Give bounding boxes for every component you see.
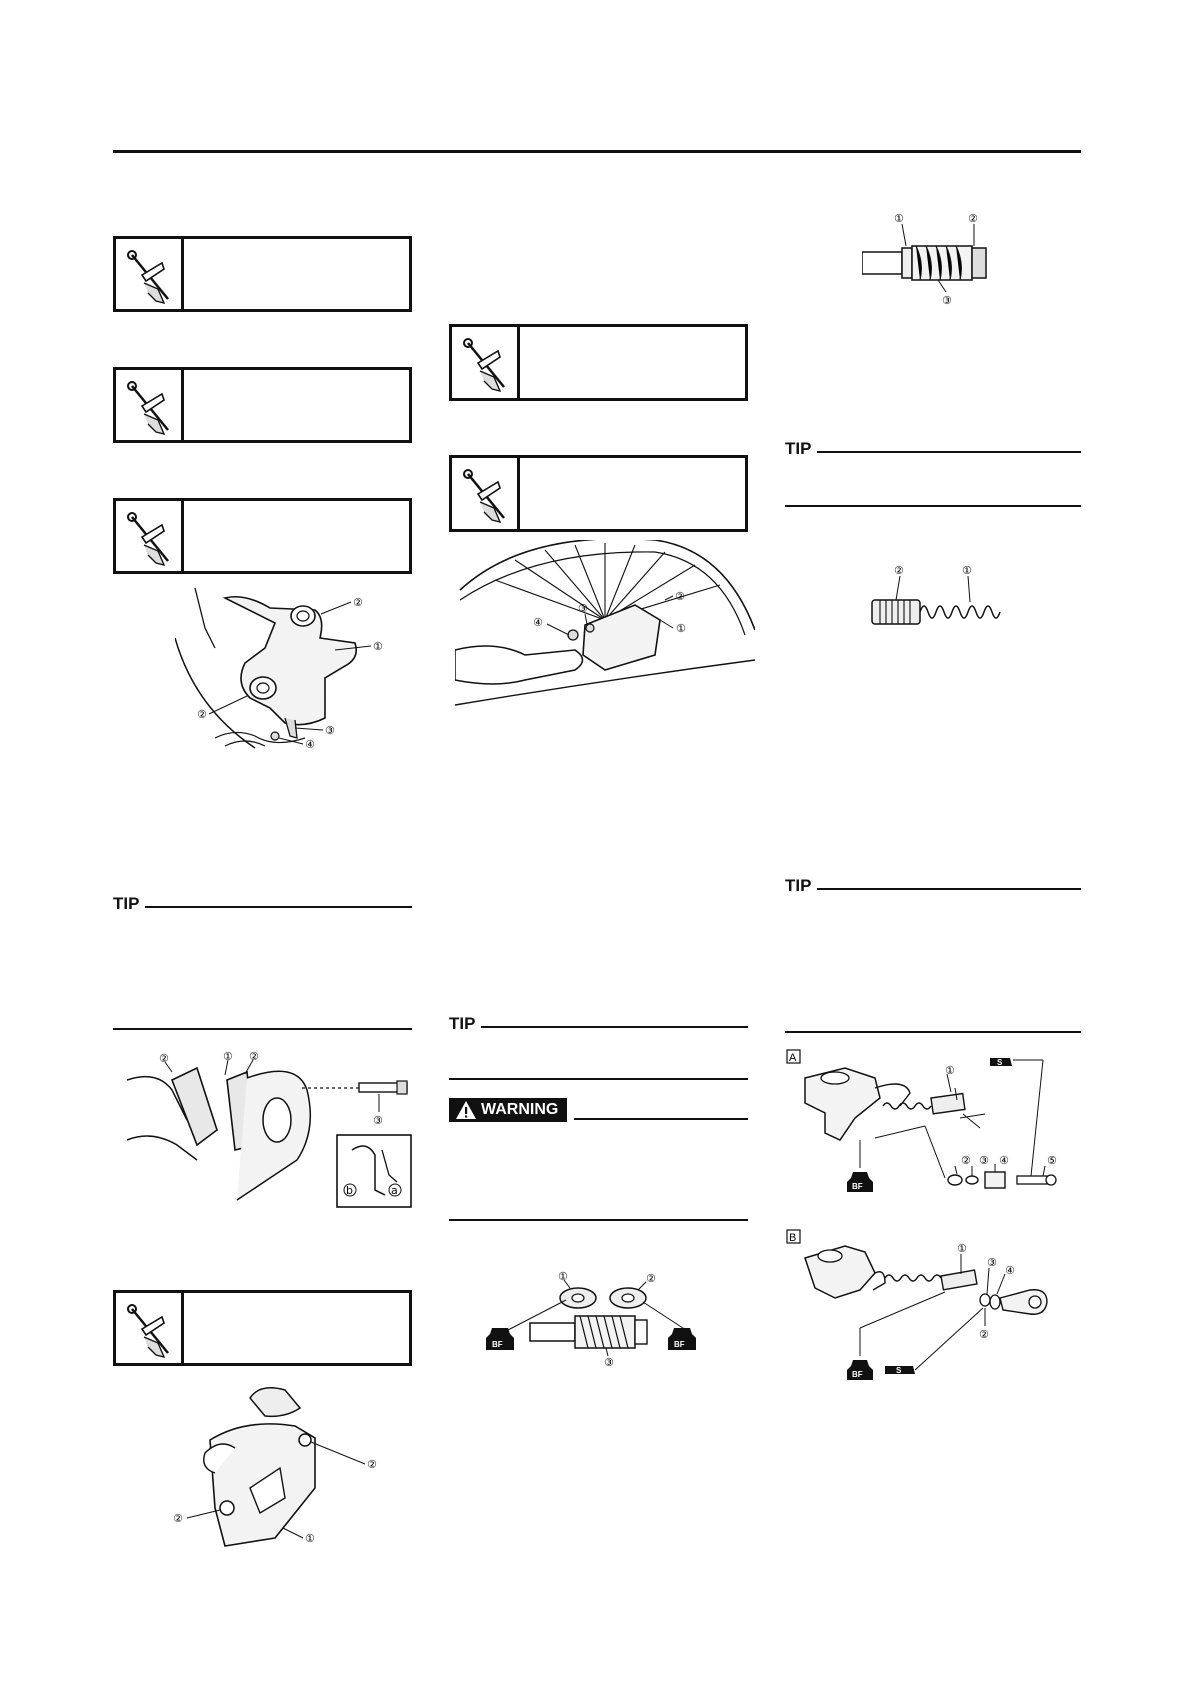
tip-end-rule [785, 1031, 1081, 1033]
lube-label-s: S [997, 1058, 1003, 1067]
callout-1: ① [945, 1064, 955, 1077]
torque-wrench-icon [116, 1293, 184, 1363]
callout-2: ② [675, 590, 685, 603]
lube-label-s: S [896, 1366, 902, 1375]
callout-2: ② [961, 1154, 971, 1167]
callout-1: ① [305, 1532, 315, 1545]
master-cylinder-piston-illustration [862, 208, 1002, 308]
tip-heading: TIP [785, 439, 812, 458]
callout-2: ② [367, 1458, 377, 1471]
callout-1: ① [558, 1270, 568, 1283]
callout-3: ③ [987, 1256, 997, 1269]
front-brake-caliper-illustration [175, 588, 400, 750]
tip-end-rule [449, 1078, 748, 1080]
callout-1: ① [373, 640, 383, 653]
torque-spec-box-3 [113, 498, 412, 574]
torque-wrench-icon [116, 239, 184, 309]
callout-5: ⑤ [1047, 1154, 1057, 1167]
warning-triangle-icon [455, 1100, 477, 1120]
lube-label-bf: BF [852, 1370, 863, 1379]
callout-b: b [346, 1184, 353, 1197]
callout-2: ② [979, 1328, 989, 1341]
callout-2: ② [173, 1512, 183, 1525]
brake-pad-removal-illustration [127, 1050, 412, 1210]
header-rule [113, 150, 1081, 153]
torque-spec-box-1 [113, 236, 412, 312]
tip-end-rule [113, 1028, 412, 1030]
callout-4: ④ [999, 1154, 1009, 1167]
torque-spec-box-2 [113, 367, 412, 443]
callout-1: ① [962, 564, 972, 577]
torque-wrench-icon [116, 501, 184, 571]
torque-spec-box-6 [449, 455, 748, 532]
warning-rule [574, 1118, 748, 1120]
callout-4: ④ [533, 616, 543, 629]
tip-rule [817, 451, 1081, 453]
tip-heading: TIP [785, 876, 812, 895]
lube-label-bf: BF [674, 1340, 685, 1349]
callout-2: ② [159, 1052, 169, 1065]
master-cylinder-exploded-view-b [785, 1228, 1085, 1388]
callout-2: ② [646, 1272, 656, 1285]
callout-2: ② [197, 708, 207, 721]
torque-wrench-icon [452, 458, 520, 529]
piston-seal-lube-illustration [478, 1268, 718, 1368]
torque-wrench-icon [116, 370, 184, 440]
torque-spec-box-4 [113, 1290, 412, 1366]
spring-boot-illustration [870, 560, 1020, 630]
tip-heading: TIP [113, 894, 140, 913]
torque-wrench-icon [452, 327, 520, 398]
tip-heading: TIP [449, 1014, 476, 1033]
callout-3: ③ [604, 1356, 614, 1368]
tip-rule [481, 1026, 748, 1028]
callout-3: ③ [942, 294, 952, 307]
lube-label-bf: BF [492, 1340, 503, 1349]
master-cylinder-exploded-view-a [785, 1048, 1085, 1223]
warning-label: WARNING [481, 1101, 559, 1118]
warning-badge [449, 1098, 567, 1122]
callout-3: ③ [979, 1154, 989, 1167]
callout-3: ③ [325, 724, 335, 737]
callout-3: ③ [578, 602, 588, 615]
tip-end-rule [785, 505, 1081, 507]
callout-3: ③ [373, 1114, 383, 1127]
callout-2: ② [249, 1050, 259, 1063]
callout-1: ① [223, 1050, 233, 1063]
rear-wheel-caliper-illustration [455, 540, 755, 708]
rear-caliper-guard-illustration [165, 1378, 385, 1550]
callout-2: ② [894, 564, 904, 577]
lube-label-bf: BF [852, 1182, 863, 1191]
callout-1: ① [894, 212, 904, 225]
panel-label-b: B [789, 1232, 797, 1244]
panel-label-a: A [789, 1052, 797, 1064]
callout-a: a [391, 1184, 398, 1197]
tip-rule [817, 888, 1081, 890]
torque-spec-box-5 [449, 324, 748, 401]
callout-1: ① [957, 1242, 967, 1255]
tip-rule [145, 906, 412, 908]
callout-4: ④ [305, 738, 315, 750]
warning-end-rule [449, 1219, 748, 1221]
callout-1: ① [676, 622, 686, 635]
callout-4: ④ [1005, 1264, 1015, 1277]
callout-2: ② [968, 212, 978, 225]
callout-2: ② [353, 596, 363, 609]
